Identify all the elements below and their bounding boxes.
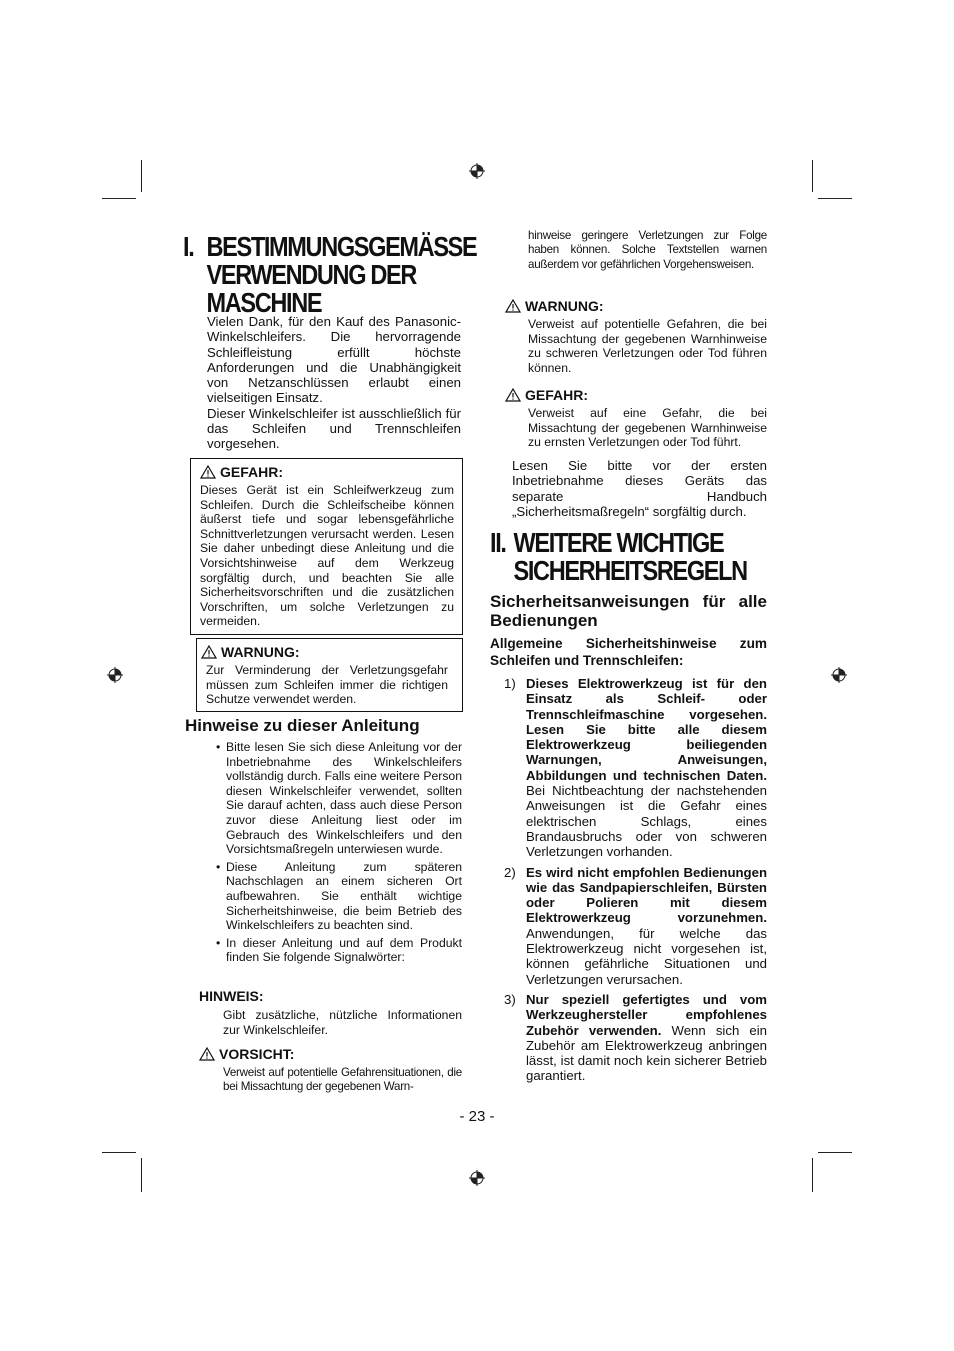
notes-section — [185, 716, 463, 735]
page-number: - 23 - — [459, 1108, 495, 1125]
warning-triangle-icon — [200, 465, 216, 479]
danger-box — [190, 458, 463, 635]
gefahr-label: GEFAHR: — [525, 387, 588, 403]
warning-triangle-icon — [505, 299, 521, 313]
section1-heading — [183, 231, 477, 318]
section2-title-line1: WEITERE WICHTIGE — [513, 527, 724, 558]
list-item: 2) Es wird nicht empfohlen Bedienungen wie das Sandpapierschleifen, Bürsten oder Polieren mit diesem Elektrowerkzeug vorzunehmen. Anwendungen, für welche das Elektrowerkzeug nicht vorgesehen ist, können gefährliche Situationen und Verletzungen verursachen. — [504, 864, 767, 987]
intro-paragraph: Dieser Winkelschleifer ist ausschließlich für das Schleifen und Trennschleifen vorgesehen. — [207, 405, 461, 452]
gefahr-text: Verweist auf eine Gefahr, die bei Missachtung der gegebenen Warnhinweise zu ernsten Verletzungen oder Tod führt. — [528, 406, 767, 450]
crop-mark — [141, 160, 142, 192]
registration-mark-icon — [831, 667, 847, 683]
section1-number: I. — [183, 231, 194, 262]
general-safety-intro: Allgemeine Sicherheitshinweise zum Schleifen und Trennschleifen: — [490, 636, 767, 668]
read-manual-paragraph: Lesen Sie bitte vor der ersten Inbetriebnahme dieses Geräts das separate Handbuch „Sicherheitsmaßregeln“ sorgfältig durch. — [512, 458, 767, 519]
crop-mark — [818, 1152, 852, 1153]
crop-mark — [818, 198, 852, 199]
vorsicht-continued — [528, 229, 767, 272]
crop-mark — [812, 160, 813, 192]
list-item: • Bitte lesen Sie sich diese Anleitung vor der Inbetriebnahme des Winkelschleifers vollständig durch. Falls eine weitere Person diesen Winkelschleifer verwendet, sollten Sie darauf achten, dass auch diese Person zuvor diese Anleitung liest oder im Gebrauch des Winkelschleifers und den Vorsichtsmaßregeln unterwiesen wurde. — [216, 740, 462, 857]
crop-mark — [812, 1158, 813, 1192]
warning-text: Zur Verminderung der Verletzungsgefahr müssen zum Schleifen immer die richtigen Schutze verwendet werden. — [206, 663, 448, 707]
section2-title-line2: SICHERHEITSREGELN — [513, 555, 747, 586]
warnung-text: Verweist auf potentielle Gefahren, die bei Missachtung der gegebenen Warnhinweise zu schweren Verletzungen oder Tod führen können. — [528, 317, 767, 375]
registration-mark-icon — [107, 667, 123, 683]
list-item: 3) Nur speziell gefertigtes und vom Werkzeughersteller empfohlenes Zubehör verwenden. Wenn sich ein Zubehör am Elektrowerkzeug anbringen lässt, ist damit noch kein sicherer Betrieb garantiert. — [504, 991, 767, 1084]
warnung-label: WARNUNG: — [525, 298, 604, 314]
notes-heading: Hinweise zu dieser Anleitung — [185, 716, 420, 735]
section1-intro — [207, 314, 461, 452]
danger-label: GEFAHR: — [220, 464, 283, 480]
hinweis-section — [199, 988, 462, 1037]
warnung-section — [505, 298, 767, 375]
gefahr-section — [505, 387, 767, 450]
warning-triangle-icon — [505, 388, 521, 402]
section1-title-line2: VERWENDUNG DER — [206, 259, 416, 290]
list-item: • In dieser Anleitung und auf dem Produkt finden Sie folgende Signalwörter: — [216, 935, 462, 965]
intro-paragraph: Vielen Dank, für den Kauf des Panasonic-Winkelschleifers. Die hervorragende Schleifleistung erfüllt höchste Anforderungen und die Unabhängigkeit von Netzanschlüssen erlaubt einen vielseitigen Einsatz. — [207, 314, 461, 406]
warning-label: WARNUNG: — [221, 644, 300, 660]
hinweis-text: Gibt zusätzliche, nützliche Informationen zur Winkelschleifer. — [223, 1008, 462, 1037]
hinweis-label: HINWEIS: — [199, 988, 264, 1004]
section2-heading — [490, 529, 790, 585]
section1-title-line3: MASCHINE — [206, 287, 322, 318]
warning-box — [196, 638, 463, 712]
crop-mark — [141, 1158, 142, 1192]
list-item: • Diese Anleitung zum späteren Nachschlagen an einem sicheren Ort aufbewahren. Sie enthält wichtige Sicherheitshinweise, die beim Betrieb des Winkelschleifers zu beachten sind. — [216, 859, 462, 933]
list-item: 1) Dieses Elektrowerkzeug ist für den Einsatz als Schleif- oder Trennschleifmaschine vorgesehen. Lesen Sie bitte alle diesem Elektrowerkzeug beiliegenden Warnungen, Anweisungen, Abbildungen und technischen Daten. Bei Nichtbeachtung der nachstehenden Anweisungen ist die Gefahr eines elektrischen Schlags, eines Brandausbruchs oder von schweren Verletzungen vorhanden. — [504, 676, 767, 860]
crop-mark — [102, 198, 136, 199]
crop-mark — [102, 1152, 136, 1153]
vorsicht-section — [199, 1046, 462, 1095]
section2-number: II. — [490, 527, 506, 558]
notes-bullets — [216, 740, 462, 965]
danger-text: Dieses Gerät ist ein Schleifwerkzeug zum Schleifen. Durch die Schleifscheibe können äußerst tiefe und sogar lebensgefährliche Schnittverletzungen verursacht werden. Lesen Sie daher unbedingt diese Anleitung und die Vorsichtshinweise auf dem Werkzeug sorgfältig durch, und beachten Sie alle Sicherheitsvorschriften und die zusätzlichen Vorschriften, um solche Verletzungen zu vermeiden. — [200, 483, 454, 629]
section1-title-line1: BESTIMMUNGSGEMÄSSE — [206, 231, 477, 262]
warning-triangle-icon — [199, 1047, 215, 1061]
warning-triangle-icon — [201, 645, 217, 659]
vorsicht-text-continued: hinweise geringere Verletzungen zur Folge haben können. Solche Textstellen warnen außerdem vor gefährlichen Vorgehensweisen. — [528, 229, 767, 271]
safety-subheading: Sicherheitsanweisungen für alle Bedienungen — [490, 592, 767, 630]
safety-list — [490, 676, 767, 1084]
vorsicht-text: Verweist auf potentielle Gefahrensituationen, die bei Missachtung der gegebenen Warn- — [223, 1066, 462, 1094]
registration-mark-icon — [469, 163, 485, 179]
registration-mark-icon — [469, 1170, 485, 1186]
vorsicht-label: VORSICHT: — [219, 1046, 295, 1062]
